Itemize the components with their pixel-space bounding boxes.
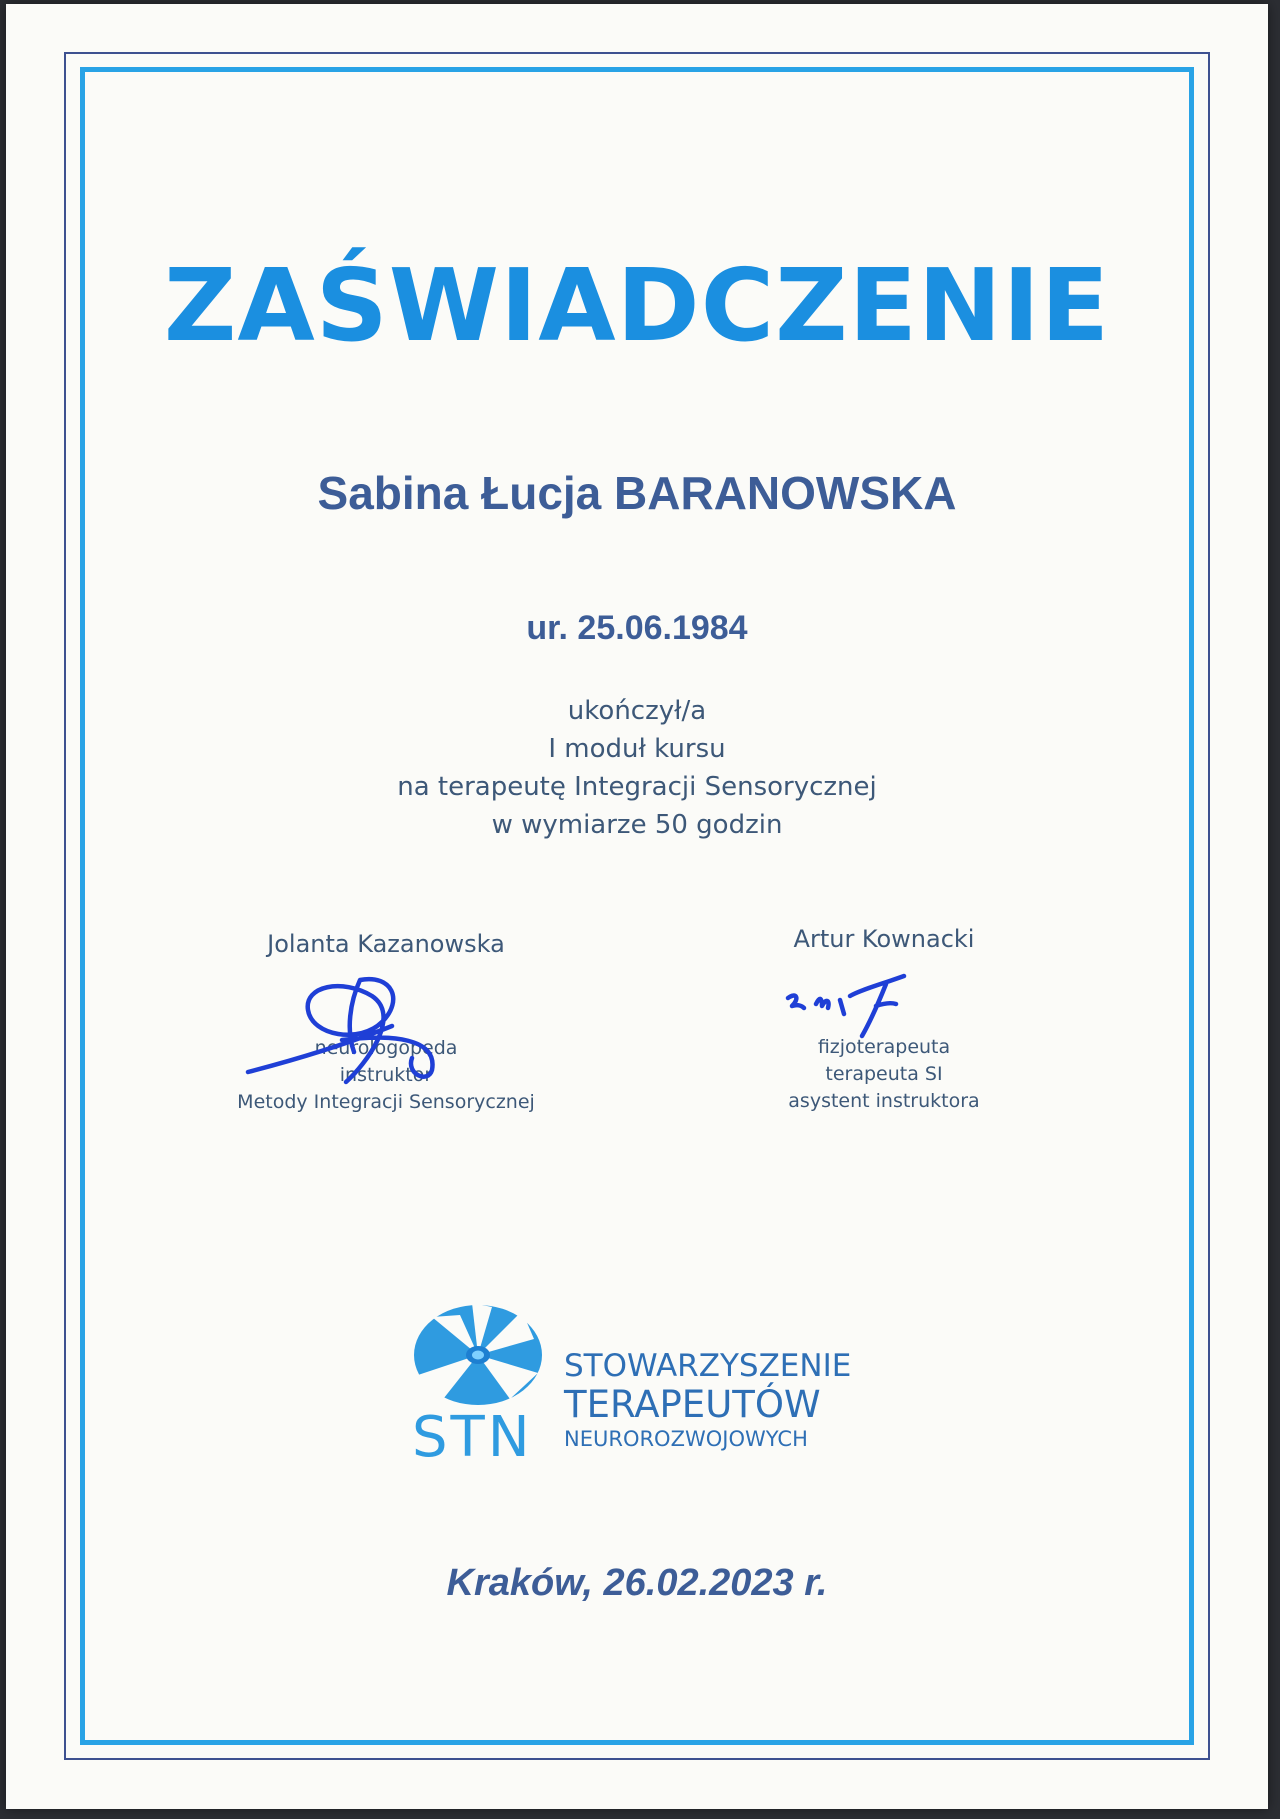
logo-line: NEUROROZWOJOWYCH	[564, 1427, 808, 1451]
birth-date: ur. 25.06.1984	[526, 609, 748, 647]
signatory-role: asystent instruktora	[788, 1090, 980, 1112]
body-line: ukończył/a	[567, 696, 707, 726]
signatory-role: neurologopeda	[314, 1037, 458, 1059]
signatory-right	[674, 924, 1094, 1115]
signatory-role: terapeuta SI	[825, 1063, 943, 1085]
body-line: I moduł kursu	[548, 734, 726, 764]
logo-line: TERAPEUTÓW	[564, 1383, 821, 1426]
signatory-name: Jolanta Kazanowska	[267, 930, 505, 958]
certificate-sheet	[6, 4, 1268, 1809]
signatory-roles	[674, 1034, 1094, 1115]
body-line: w wymiarze 50 godzin	[491, 810, 783, 840]
signatory-roles	[176, 1035, 596, 1116]
logo-abbreviation: STN	[412, 1405, 533, 1470]
recipient-name: Sabina Łucja BARANOWSKA	[317, 467, 957, 519]
logo-text	[564, 1348, 852, 1451]
signatory-role: Metody Integracji Sensorycznej	[237, 1091, 535, 1113]
signatory-name: Artur Kownacki	[793, 925, 975, 953]
signatory-role: fizjoterapeuta	[817, 1036, 951, 1058]
place-and-date: Kraków, 26.02.2023 r.	[446, 1562, 828, 1604]
signatory-role: instruktor	[339, 1064, 433, 1086]
certificate-title: ZAŚWIADCZENIE	[163, 247, 1111, 364]
organization-logo	[410, 1299, 890, 1469]
signatory-left	[176, 929, 596, 1116]
stn-logo-icon	[410, 1299, 550, 1419]
logo-line: STOWARZYSZENIE	[564, 1348, 852, 1384]
body-line: na terapeutę Integracji Sensorycznej	[397, 772, 877, 802]
certificate-body	[6, 692, 1268, 844]
